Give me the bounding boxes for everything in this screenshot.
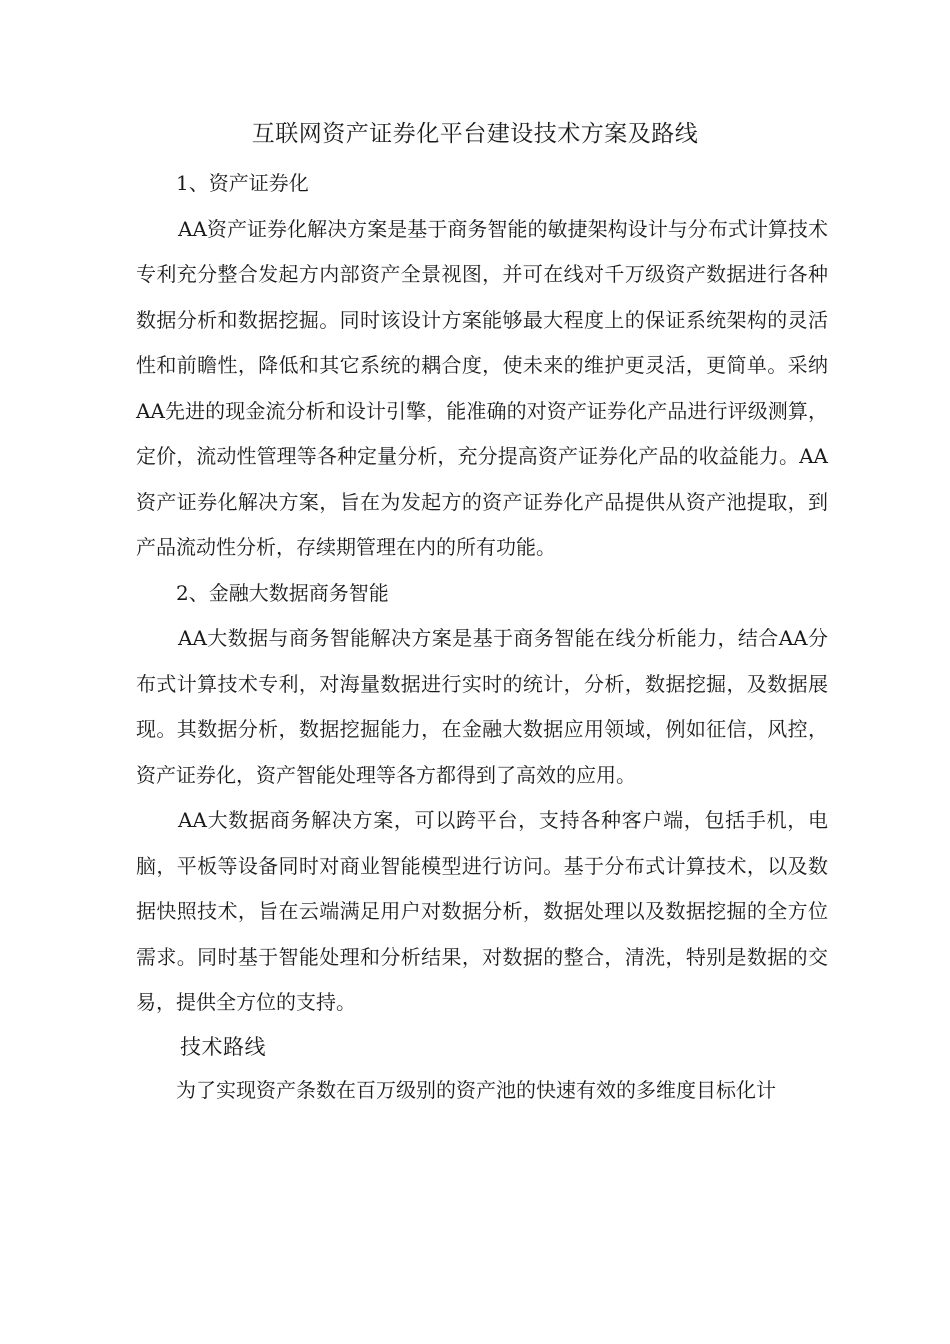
section-2-paragraph-1: AA大数据与商务智能解决方案是基于商务智能在线分析能力，结合AA分布式计算技术专利，对海量数据进行实时的统计，分析，数据挖掘，及数据展现。其数据分析，数据挖掘能力，在金融大数据应用领域，例如征信，风控，资产证券化，资产智能处理等各方都得到了高效的应用。 — [136, 626, 828, 787]
tech-route-paragraph: 为了实现资产条数在百万级别的资产池的快速有效的多维度目标化计 — [176, 1077, 776, 1102]
document-body — [136, 161, 828, 1113]
section-heading-2: 2、金融大数据商务智能 — [176, 580, 389, 605]
section-2-paragraph-2: AA大数据商务解决方案，可以跨平台，支持各种客户端，包括手机，电脑，平板等设备同时对商业智能模型进行访问。基于分布式计算技术，以及数据快照技术，旨在云端满足用户对数据分析，数据处理以及数据挖掘的全方位需求。同时基于智能处理和分析结果，对数据的整合，清洗，特别是数据的交易，提供全方位的支持。 — [136, 808, 828, 1014]
document-title: 互联网资产证券化平台建设技术方案及路线 — [251, 121, 699, 147]
section-1-paragraph-1: AA资产证券化解决方案是基于商务智能的敏捷架构设计与分布式计算技术专利充分整合发起方内部资产全景视图，并可在线对千万级资产数据进行各种数据分析和数据挖掘。同时该设计方案能够最大程度上的保证系统架构的灵活性和前瞻性，降低和其它系统的耦合度，使未来的维护更灵活，更简单。采纳AA先进的现金流分析和设计引擎，能准确的对资产证券化产品进行评级测算，定价，流动性管理等各种定量分析，充分提高资产证券化产品的收益能力。AA资产证券化解决方案，旨在为发起方的资产证券化产品提供从资产池提取，到产品流动性分析，存续期管理在内的所有功能。 — [136, 216, 828, 559]
section-heading-1: 1、资产证券化 — [176, 171, 309, 195]
tech-route-heading: 技术路线 — [180, 1034, 266, 1059]
